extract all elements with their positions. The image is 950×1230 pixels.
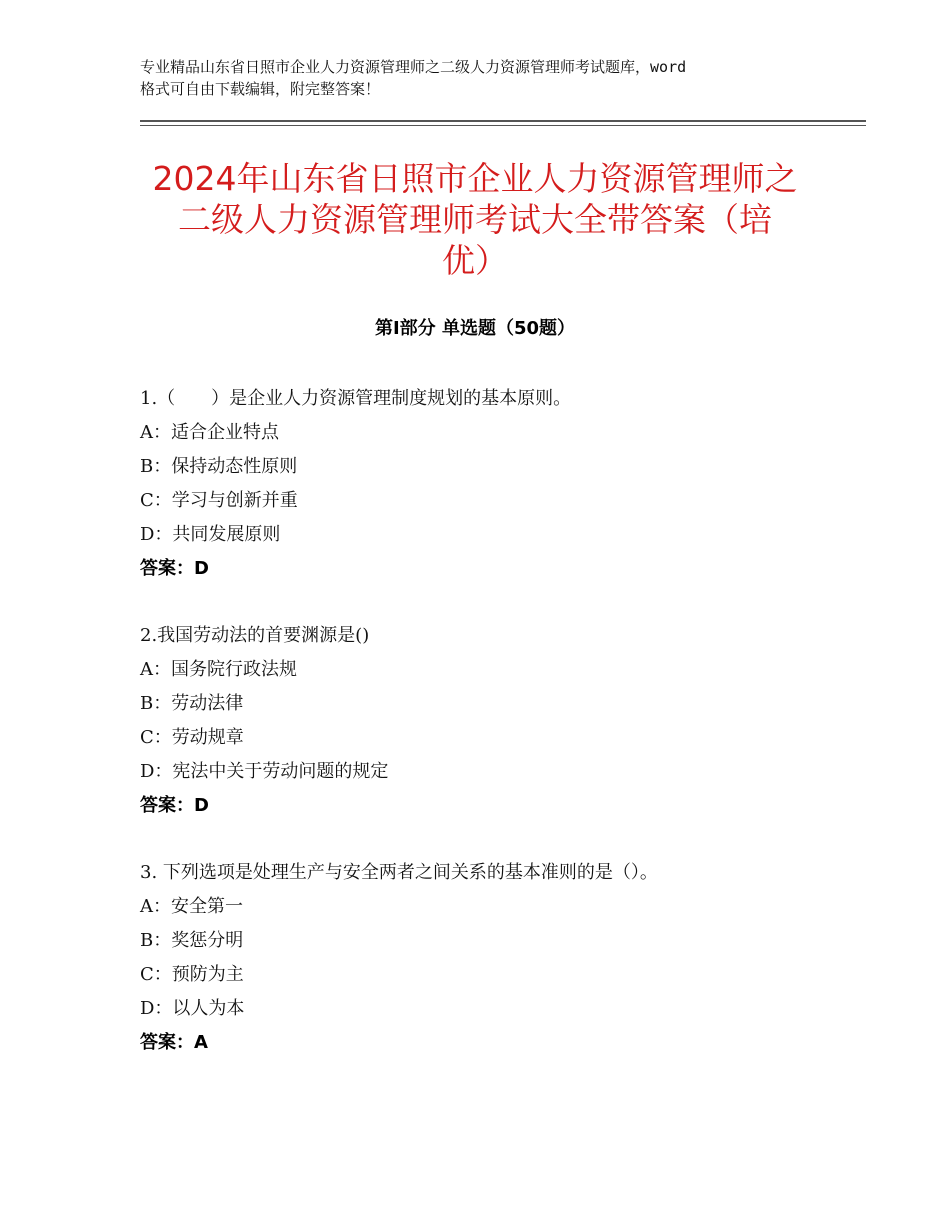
question-text: 2.我国劳动法的首要渊源是() — [140, 625, 370, 646]
question-text: 1.（ ）是企业人力资源管理制度规划的基本原则。 — [140, 388, 572, 409]
header-note-line-1: 专业精品山东省日照市企业人力资源管理师之二级人力资源管理师考试题库，word — [140, 58, 687, 76]
option-c: C：劳动规章 — [140, 727, 244, 748]
question-2 — [140, 619, 860, 823]
option-c: C：学习与创新并重 — [140, 490, 298, 511]
option-d: D：宪法中关于劳动问题的规定 — [140, 761, 389, 782]
document-title-line-3: 优） — [442, 241, 508, 280]
header-note-line-2: 格式可自由下载编辑，附完整答案！ — [140, 80, 381, 98]
answer: 答案：D — [140, 558, 209, 579]
question-list — [140, 382, 860, 1093]
answer: 答案：A — [140, 1032, 208, 1053]
option-a: A：国务院行政法规 — [140, 659, 297, 680]
question-text: 3. 下列选项是处理生产与安全两者之间关系的基本准则的是（）。 — [140, 862, 658, 883]
section-title: 第Ⅰ部分 单选题（50题） — [374, 318, 575, 339]
option-a: A：安全第一 — [140, 896, 243, 917]
header-note — [140, 56, 830, 100]
option-a: A：适合企业特点 — [140, 422, 279, 443]
document-title-line-1: 2024年山东省日照市企业人力资源管理师之 — [152, 159, 798, 198]
option-c: C：预防为主 — [140, 964, 244, 985]
answer: 答案：D — [140, 795, 209, 816]
document-title — [140, 158, 810, 281]
header-divider-thin — [140, 125, 866, 126]
option-b: B：劳动法律 — [140, 693, 244, 714]
option-b: B：奖惩分明 — [140, 930, 244, 951]
header-divider-thick — [140, 120, 866, 122]
question-3 — [140, 856, 860, 1060]
option-d: D：以人为本 — [140, 998, 245, 1019]
option-d: D：共同发展原则 — [140, 524, 281, 545]
document-title-line-2: 二级人力资源管理师考试大全带答案（培 — [178, 200, 772, 239]
question-1 — [140, 382, 860, 586]
option-b: B：保持动态性原则 — [140, 456, 298, 477]
